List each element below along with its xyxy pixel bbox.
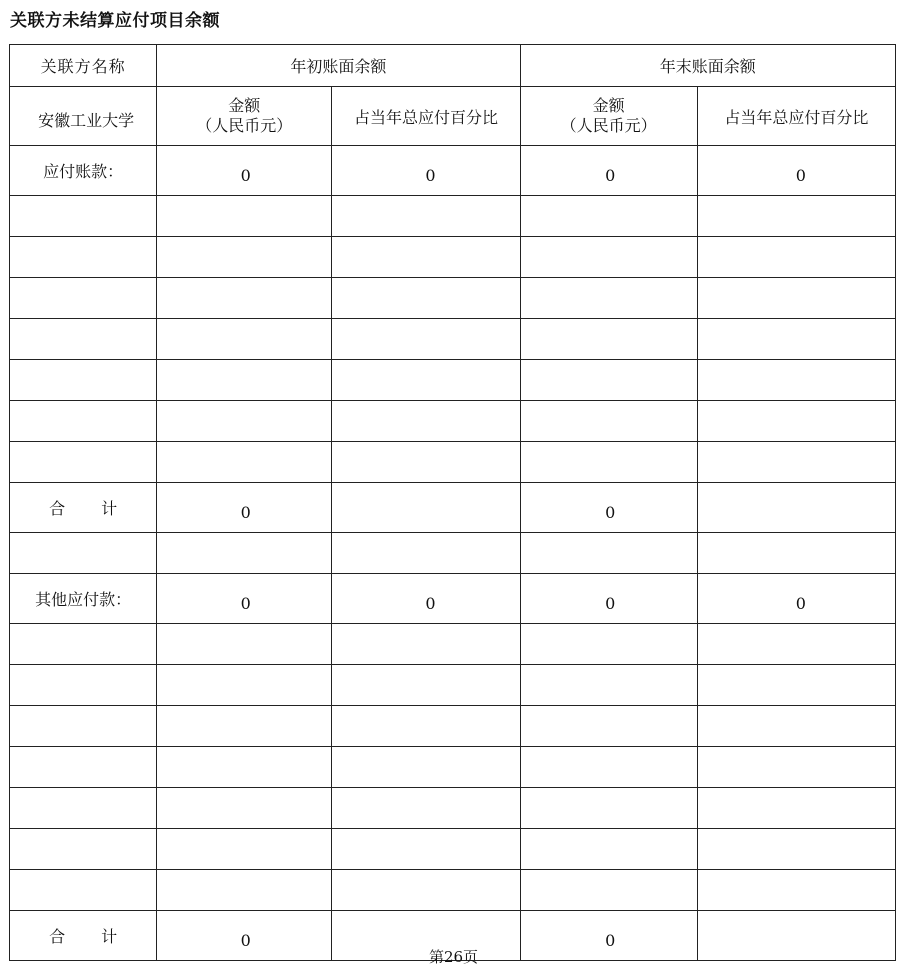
- empty-cell: [10, 624, 157, 665]
- empty-cell: [332, 237, 520, 278]
- empty-cell: [697, 665, 895, 706]
- ap-close-amount: 0: [520, 146, 697, 196]
- empty-cell: [697, 747, 895, 788]
- empty-cell: [697, 319, 895, 360]
- header-closing-balance: 年末账面余额: [520, 45, 895, 87]
- empty-cell: [10, 278, 157, 319]
- empty-cell: [332, 196, 520, 237]
- empty-row: [10, 706, 896, 747]
- empty-row: [10, 788, 896, 829]
- header-close-pct: 占当年总应付百分比: [697, 87, 895, 146]
- header-open-pct: 占当年总应付百分比: [332, 87, 520, 146]
- empty-row: [10, 196, 896, 237]
- empty-cell: [332, 706, 520, 747]
- empty-cell: [157, 360, 332, 401]
- empty-cell: [332, 319, 520, 360]
- empty-row: [10, 360, 896, 401]
- empty-cell: [332, 870, 520, 911]
- party-name-cell: 安徽工业大学: [10, 87, 157, 146]
- empty-row: [10, 237, 896, 278]
- ap-open-amount: 0: [157, 146, 332, 196]
- empty-cell: [10, 533, 157, 574]
- empty-cell: [157, 278, 332, 319]
- op-open-pct: 0: [332, 574, 520, 624]
- subtotal-open-amount: 0: [157, 911, 332, 961]
- subheader-row: [10, 87, 896, 146]
- subtotal-open-amount: 0: [157, 483, 332, 533]
- ap-open-pct: 0: [332, 146, 520, 196]
- empty-cell: [520, 747, 697, 788]
- empty-cell: [332, 401, 520, 442]
- empty-cell: [332, 665, 520, 706]
- empty-cell: [520, 401, 697, 442]
- empty-cell: [520, 788, 697, 829]
- empty-cell: [520, 360, 697, 401]
- empty-cell: [10, 319, 157, 360]
- empty-cell: [520, 665, 697, 706]
- empty-cell: [157, 870, 332, 911]
- empty-row: [10, 401, 896, 442]
- empty-cell: [10, 829, 157, 870]
- empty-cell: [697, 533, 895, 574]
- empty-cell: [520, 829, 697, 870]
- related-party-payables-table: [9, 44, 896, 961]
- empty-cell: [332, 829, 520, 870]
- empty-cell: [697, 870, 895, 911]
- empty-cell: [332, 788, 520, 829]
- empty-cell: [520, 278, 697, 319]
- empty-cell: [697, 442, 895, 483]
- empty-cell: [697, 401, 895, 442]
- empty-cell: [697, 196, 895, 237]
- subtotal-label-part: 计: [101, 927, 118, 946]
- empty-cell: [697, 237, 895, 278]
- empty-cell: [697, 360, 895, 401]
- subtotal-row: [10, 483, 896, 533]
- page-title: 关联方未结算应付项目余额: [10, 11, 220, 31]
- empty-row: [10, 319, 896, 360]
- empty-cell: [157, 442, 332, 483]
- empty-cell: [697, 624, 895, 665]
- empty-row: [10, 665, 896, 706]
- empty-cell: [157, 319, 332, 360]
- empty-cell: [697, 483, 895, 533]
- header-close-amount: [520, 87, 697, 146]
- empty-row: [10, 829, 896, 870]
- empty-cell: [332, 442, 520, 483]
- op-close-amount: 0: [520, 574, 697, 624]
- empty-cell: [10, 706, 157, 747]
- empty-cell: [10, 401, 157, 442]
- other-payables-row: [10, 574, 896, 624]
- subtotal-close-amount: 0: [520, 483, 697, 533]
- empty-cell: [10, 360, 157, 401]
- empty-row: [10, 278, 896, 319]
- empty-cell: [157, 706, 332, 747]
- header-opening-balance: 年初账面余额: [157, 45, 520, 87]
- empty-cell: [332, 533, 520, 574]
- empty-cell: [697, 278, 895, 319]
- empty-cell: [332, 360, 520, 401]
- empty-cell: [157, 533, 332, 574]
- empty-cell: [520, 196, 697, 237]
- empty-cell: [157, 788, 332, 829]
- empty-cell: [697, 706, 895, 747]
- empty-cell: [10, 870, 157, 911]
- empty-row: [10, 442, 896, 483]
- empty-cell: [10, 442, 157, 483]
- header-party-name: 关联方名称: [10, 45, 157, 87]
- empty-cell: [520, 237, 697, 278]
- empty-cell: [10, 747, 157, 788]
- empty-cell: [157, 237, 332, 278]
- amount-label: 金额: [592, 96, 625, 115]
- empty-cell: [697, 829, 895, 870]
- empty-cell: [520, 706, 697, 747]
- accounts-payable-label: 应付账款：: [10, 146, 157, 196]
- other-payables-label: 其他应付款：: [10, 574, 157, 624]
- empty-cell: [157, 665, 332, 706]
- empty-cell: [157, 747, 332, 788]
- empty-row: [10, 747, 896, 788]
- header-open-amount: [157, 87, 332, 146]
- empty-row: [10, 533, 896, 574]
- empty-cell: [157, 624, 332, 665]
- ap-close-pct: 0: [697, 146, 895, 196]
- accounts-payable-row: [10, 146, 896, 196]
- currency-label: （人民币元）: [196, 116, 293, 135]
- empty-cell: [520, 870, 697, 911]
- empty-cell: [697, 788, 895, 829]
- subtotal-label-part: 合: [49, 499, 66, 518]
- subtotal-label-part: 合: [49, 927, 66, 946]
- currency-label: （人民币元）: [560, 116, 657, 135]
- empty-cell: [10, 788, 157, 829]
- empty-cell: [157, 401, 332, 442]
- empty-cell: [10, 196, 157, 237]
- amount-label: 金额: [228, 96, 261, 115]
- empty-cell: [520, 442, 697, 483]
- empty-cell: [332, 624, 520, 665]
- header-row: [10, 45, 896, 87]
- op-close-pct: 0: [697, 574, 895, 624]
- empty-cell: [332, 747, 520, 788]
- page-number: 第26页: [428, 948, 479, 966]
- empty-cell: [332, 483, 520, 533]
- empty-row: [10, 624, 896, 665]
- empty-cell: [332, 278, 520, 319]
- subtotal-label: [10, 483, 157, 533]
- empty-cell: [157, 829, 332, 870]
- empty-cell: [520, 319, 697, 360]
- op-open-amount: 0: [157, 574, 332, 624]
- empty-cell: [520, 624, 697, 665]
- empty-cell: [520, 533, 697, 574]
- subtotal-close-amount: 0: [520, 911, 697, 961]
- empty-row: [10, 870, 896, 911]
- subtotal-label-part: 计: [101, 499, 118, 518]
- empty-cell: [10, 665, 157, 706]
- empty-cell: [157, 196, 332, 237]
- empty-cell: [10, 237, 157, 278]
